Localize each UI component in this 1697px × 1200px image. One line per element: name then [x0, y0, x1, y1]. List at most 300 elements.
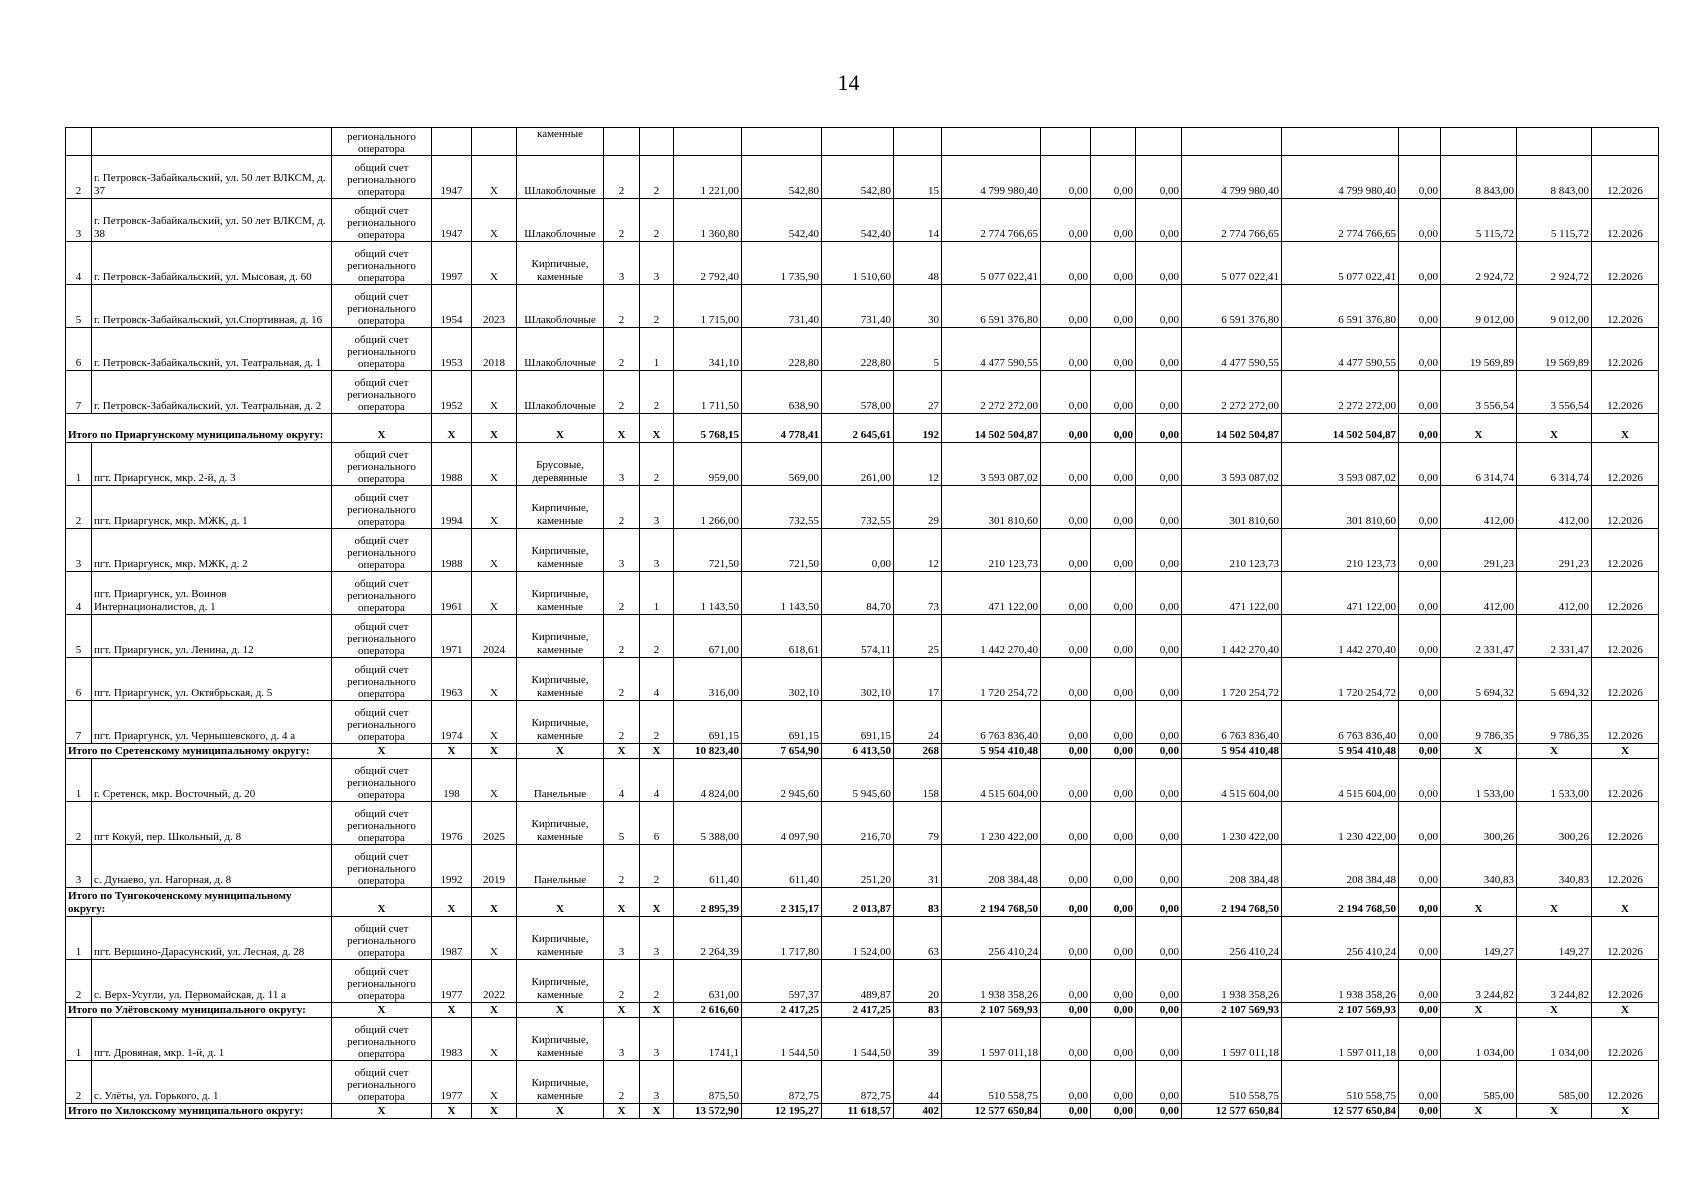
cell-year-built: 1997: [432, 242, 472, 285]
total-cost-total2: 5 954 410,48: [1282, 744, 1399, 759]
cell-area-premises: 872,75: [742, 1061, 822, 1104]
cell-year-overhaul: Х: [472, 156, 517, 199]
total-fund-other: 0,00: [1399, 744, 1441, 759]
cell-fund-other: 0,00: [1399, 529, 1441, 572]
cell-fund-federal: 0,00: [1041, 1018, 1091, 1061]
cell-unit-cost-max: 3 556,54: [1517, 371, 1592, 414]
cell-fund-regional: 0,00: [1091, 572, 1136, 615]
cell-cost-total2: 2 272 272,00: [1282, 371, 1399, 414]
continuation-row: [66, 128, 1659, 156]
total-deadline: Х: [1592, 414, 1659, 443]
cell-account: общий счет регионального оператора: [332, 917, 432, 960]
cell-year-built: 1954: [432, 285, 472, 328]
cell-fund-federal: 0,00: [1041, 1061, 1091, 1104]
total-total-area: 2 895,39: [674, 888, 742, 917]
cell-fund-federal: 0,00: [1041, 529, 1091, 572]
total-area-premises: 12 195,27: [742, 1104, 822, 1119]
cell-floors: 3: [604, 1018, 640, 1061]
cell-fund-regional: 0,00: [1091, 759, 1136, 802]
total-year-overhaul: Х: [472, 888, 517, 917]
cell-deadline: 12.2026: [1592, 529, 1659, 572]
total-cost-total: 12 577 650,84: [942, 1104, 1041, 1119]
total-fund-owners: 14 502 504,87: [1182, 414, 1282, 443]
cell-year-overhaul: Х: [472, 572, 517, 615]
cell-fund-federal: 0,00: [1041, 443, 1091, 486]
total-year-built: Х: [432, 414, 472, 443]
cell-fund-local: 0,00: [1136, 658, 1182, 701]
cell-cost-total: 4 799 980,40: [942, 156, 1041, 199]
cell-year-built: 1983: [432, 1018, 472, 1061]
cell-n: 5: [66, 285, 92, 328]
total-fund-regional: 0,00: [1091, 414, 1136, 443]
cell-address: с. Дунаево, ул. Нагорная, д. 8: [92, 845, 332, 888]
total-area-premises: 2 417,25: [742, 1003, 822, 1018]
cell-fund-local: 0,00: [1136, 1061, 1182, 1104]
total-entrances: Х: [640, 1104, 674, 1119]
total-fund-federal: 0,00: [1041, 744, 1091, 759]
cell-floors: 2: [604, 285, 640, 328]
cell-fund-local: 0,00: [1136, 759, 1182, 802]
cell-fund-federal: 0,00: [1041, 371, 1091, 414]
cell-cost-total2: 301 810,60: [1282, 486, 1399, 529]
cell-fund-owners: 4 515 604,00: [1182, 759, 1282, 802]
cell-fund-other: 0,00: [1399, 658, 1441, 701]
total-fund-federal: 0,00: [1041, 1104, 1091, 1119]
cell-n: 1: [66, 443, 92, 486]
cell-floors: 2: [604, 572, 640, 615]
cell-account: общий счет регионального оператора: [332, 845, 432, 888]
cell-area-premises: 638,90: [742, 371, 822, 414]
table-row: [66, 1061, 1659, 1104]
cell-cost-total: 301 810,60: [942, 486, 1041, 529]
cell-area-premises: 542,40: [742, 199, 822, 242]
cell-fund-regional: 0,00: [1091, 199, 1136, 242]
cell-year-overhaul: Х: [472, 371, 517, 414]
total-fund-local: 0,00: [1136, 1003, 1182, 1018]
cell-area-premises: 1 544,50: [742, 1018, 822, 1061]
table-row: [66, 443, 1659, 486]
cell-cost-total2: 1 720 254,72: [1282, 658, 1399, 701]
cell-area-premises: 228,80: [742, 328, 822, 371]
cell-unit-cost: 412,00: [1441, 486, 1517, 529]
cell-entrances: 2: [640, 960, 674, 1003]
cell-fund-regional: 0,00: [1091, 242, 1136, 285]
cell-total-area: 1 360,80: [674, 199, 742, 242]
cell-fund-local: 0,00: [1136, 156, 1182, 199]
cell-fund-federal: 0,00: [1041, 701, 1091, 744]
cell-n: 3: [66, 845, 92, 888]
cell-material: Брусовые, деревянные: [517, 443, 604, 486]
cell-cost-total2: 1 938 358,26: [1282, 960, 1399, 1003]
cell-deadline: 12.2026: [1592, 845, 1659, 888]
cell-unit-cost: 585,00: [1441, 1061, 1517, 1104]
cell-unit-cost: 6 314,74: [1441, 443, 1517, 486]
total-cost-total: 14 502 504,87: [942, 414, 1041, 443]
cell-area-living: 228,80: [822, 328, 894, 371]
cell-fund-regional: 0,00: [1091, 917, 1136, 960]
total-unit-cost-max: Х: [1517, 1003, 1592, 1018]
cell-deadline: 12.2026: [1592, 328, 1659, 371]
total-label: Итого по Приаргунскому муниципальному округу:: [66, 414, 332, 443]
cell-cost-total2: 210 123,73: [1282, 529, 1399, 572]
cell-fund-other: 0,00: [1399, 917, 1441, 960]
cell-cost-total2: 6 763 836,40: [1282, 701, 1399, 744]
cell-entrances: 2: [640, 443, 674, 486]
cell-year-overhaul: Х: [472, 529, 517, 572]
cell-unit-cost-max: 6 314,74: [1517, 443, 1592, 486]
cell-year-built: 1994: [432, 486, 472, 529]
cell-year-overhaul: Х: [472, 1061, 517, 1104]
total-unit-cost: Х: [1441, 744, 1517, 759]
cell-fund-regional: 0,00: [1091, 615, 1136, 658]
cell-residents: 15: [894, 156, 942, 199]
total-cost-total2: 2 194 768,50: [1282, 888, 1399, 917]
cell-cost-total2: 4 515 604,00: [1282, 759, 1399, 802]
cell-account: общий счет регионального оператора: [332, 960, 432, 1003]
total-entrances: Х: [640, 414, 674, 443]
cell-year-overhaul: 2018: [472, 328, 517, 371]
cell-floors: 3: [604, 443, 640, 486]
cell-year-overhaul: Х: [472, 443, 517, 486]
total-fund-federal: 0,00: [1041, 888, 1091, 917]
cell-material: Шлакоблочные: [517, 328, 604, 371]
cell-material: каменные: [517, 128, 604, 156]
total-residents: 402: [894, 1104, 942, 1119]
cell-unit-cost-max: 2 924,72: [1517, 242, 1592, 285]
total-unit-cost: Х: [1441, 1003, 1517, 1018]
cell-account: общий счет регионального оператора: [332, 802, 432, 845]
cell-account: регионального оператора: [332, 128, 432, 156]
cell-year-built: 1988: [432, 443, 472, 486]
cell-cost-total: 1 230 422,00: [942, 802, 1041, 845]
cell-cost-total2: 5 077 022,41: [1282, 242, 1399, 285]
cell-fund-owners: 1 938 358,26: [1182, 960, 1282, 1003]
cell-material: Кирпичные, каменные: [517, 1018, 604, 1061]
cell-residents: 14: [894, 199, 942, 242]
cell-fund-owners: 1 720 254,72: [1182, 658, 1282, 701]
table-row: [66, 615, 1659, 658]
cell-fund-regional: 0,00: [1091, 1061, 1136, 1104]
cell-address: пгт. Приаргунск, ул. Чернышевского, д. 4 а: [92, 701, 332, 744]
cell-account: общий счет регионального оператора: [332, 242, 432, 285]
cell-fund-other: 0,00: [1399, 759, 1441, 802]
cell-fund-owners: 471 122,00: [1182, 572, 1282, 615]
cell-unit-cost-max: 300,26: [1517, 802, 1592, 845]
cell-fund-regional: 0,00: [1091, 529, 1136, 572]
cell-entrances: 4: [640, 759, 674, 802]
cell-cost-total: 510 558,75: [942, 1061, 1041, 1104]
cell-material: Кирпичные, каменные: [517, 960, 604, 1003]
cell-address: пгт. Приаргунск, мкр. 2-й, д. 3: [92, 443, 332, 486]
cell-total-area: 2 264,39: [674, 917, 742, 960]
total-material: Х: [517, 1003, 604, 1018]
cell-fund-federal: 0,00: [1041, 759, 1091, 802]
cell-fund-regional: 0,00: [1091, 1018, 1136, 1061]
page-number: 14: [837, 70, 860, 95]
cell-fund-owners: 2 774 766,65: [1182, 199, 1282, 242]
cell-unit-cost-max: 9 012,00: [1517, 285, 1592, 328]
cell-entrances: 2: [640, 615, 674, 658]
cell-total-area: 2 792,40: [674, 242, 742, 285]
cell-n: [66, 128, 92, 156]
cell-residents: 31: [894, 845, 942, 888]
total-cost-total: 5 954 410,48: [942, 744, 1041, 759]
cell-unit-cost-max: 585,00: [1517, 1061, 1592, 1104]
cell-fund-local: 0,00: [1136, 443, 1182, 486]
cell-floors: 3: [604, 242, 640, 285]
cell-n: 4: [66, 242, 92, 285]
cell-fund-owners: 1 597 011,18: [1182, 1018, 1282, 1061]
cell-n: 1: [66, 759, 92, 802]
cell-fund-other: 0,00: [1399, 443, 1441, 486]
cell-entrances: 3: [640, 529, 674, 572]
cell-material: Кирпичные, каменные: [517, 572, 604, 615]
cell-residents: 24: [894, 701, 942, 744]
cell-floors: 3: [604, 529, 640, 572]
cell-cost-total2: 208 384,48: [1282, 845, 1399, 888]
cell-year-built: 1992: [432, 845, 472, 888]
cell-total-area: 875,50: [674, 1061, 742, 1104]
cell-account: общий счет регионального оператора: [332, 328, 432, 371]
cell-deadline: 12.2026: [1592, 199, 1659, 242]
cell-year-built: 1947: [432, 156, 472, 199]
cell-floors: 2: [604, 371, 640, 414]
cell-residents: 73: [894, 572, 942, 615]
total-fund-regional: 0,00: [1091, 888, 1136, 917]
cell-entrances: 6: [640, 802, 674, 845]
cell-total-area: 1 711,50: [674, 371, 742, 414]
cell-entrances: 3: [640, 242, 674, 285]
cell-cost-total: 2 272 272,00: [942, 371, 1041, 414]
total-unit-cost: Х: [1441, 1104, 1517, 1119]
cell-fund-local: 0,00: [1136, 845, 1182, 888]
cell-unit-cost-max: 19 569,89: [1517, 328, 1592, 371]
cell-n: 1: [66, 917, 92, 960]
group-total-row: [66, 414, 1659, 443]
cell-area-premises: 721,50: [742, 529, 822, 572]
cell-address: с. Верх-Усугли, ул. Первомайская, д. 11 а: [92, 960, 332, 1003]
cell-floors: 3: [604, 917, 640, 960]
cell-fund-other: 0,00: [1399, 156, 1441, 199]
total-cost-total2: 12 577 650,84: [1282, 1104, 1399, 1119]
cell-unit-cost: 9 786,35: [1441, 701, 1517, 744]
cell-fund-federal: 0,00: [1041, 802, 1091, 845]
cell-account: общий счет регионального оператора: [332, 572, 432, 615]
cell-total-area: 316,00: [674, 658, 742, 701]
cell-fund-local: 0,00: [1136, 242, 1182, 285]
cell-deadline: 12.2026: [1592, 242, 1659, 285]
cell-floors: 2: [604, 156, 640, 199]
cell-area-premises: 611,40: [742, 845, 822, 888]
cell-residents: 30: [894, 285, 942, 328]
cell-deadline: 12.2026: [1592, 1018, 1659, 1061]
cell-floors: 2: [604, 486, 640, 529]
cell-residents: 158: [894, 759, 942, 802]
total-fund-regional: 0,00: [1091, 744, 1136, 759]
cell-n: 6: [66, 658, 92, 701]
total-material: Х: [517, 1104, 604, 1119]
total-unit-cost: Х: [1441, 888, 1517, 917]
cell-n: 7: [66, 371, 92, 414]
cell-floors: 2: [604, 199, 640, 242]
total-floors: Х: [604, 888, 640, 917]
total-deadline: Х: [1592, 888, 1659, 917]
cell-fund-federal: 0,00: [1041, 199, 1091, 242]
cell-deadline: 12.2026: [1592, 285, 1659, 328]
cell-cost-total2: 1 230 422,00: [1282, 802, 1399, 845]
cell-n: 3: [66, 199, 92, 242]
cell-fund-local: 0,00: [1136, 371, 1182, 414]
cell-deadline: 12.2026: [1592, 960, 1659, 1003]
cell-fund-owners: 301 810,60: [1182, 486, 1282, 529]
table-row: [66, 759, 1659, 802]
cell-unit-cost: 9 012,00: [1441, 285, 1517, 328]
cell-total-area: 4 824,00: [674, 759, 742, 802]
cell-total-area: 671,00: [674, 615, 742, 658]
cell-floors: 2: [604, 960, 640, 1003]
cell-fund-regional: 0,00: [1091, 802, 1136, 845]
cell-material: Шлакоблочные: [517, 371, 604, 414]
cell-address: пгт. Приаргунск, мкр. МЖК, д. 1: [92, 486, 332, 529]
cell-address: [92, 128, 332, 156]
cell-fund-owners: 208 384,48: [1182, 845, 1282, 888]
total-residents: 192: [894, 414, 942, 443]
total-account: Х: [332, 888, 432, 917]
cell-fund-other: 0,00: [1399, 572, 1441, 615]
cell-entrances: 2: [640, 285, 674, 328]
cell-year-overhaul: Х: [472, 486, 517, 529]
cell-entrances: 2: [640, 701, 674, 744]
cell-fund-owners: 4 477 590,55: [1182, 328, 1282, 371]
cell-total-area: 1 715,00: [674, 285, 742, 328]
cell-unit-cost: 3 556,54: [1441, 371, 1517, 414]
cell-year-overhaul: Х: [472, 759, 517, 802]
cell-material: Кирпичные, каменные: [517, 658, 604, 701]
table-row: [66, 802, 1659, 845]
cell-fund-federal: 0,00: [1041, 328, 1091, 371]
cell-material: Шлакоблочные: [517, 156, 604, 199]
group-total-row: [66, 1003, 1659, 1018]
cell-year-built: 1961: [432, 572, 472, 615]
cell-total-area: 1 221,00: [674, 156, 742, 199]
cell-fund-local: 0,00: [1136, 701, 1182, 744]
cell-area-living: 691,15: [822, 701, 894, 744]
total-fund-federal: 0,00: [1041, 414, 1091, 443]
cell-unit-cost: 412,00: [1441, 572, 1517, 615]
table-row: [66, 960, 1659, 1003]
cell-area-living: 216,70: [822, 802, 894, 845]
cell-year-built: 1988: [432, 529, 472, 572]
cell-cost-total: 208 384,48: [942, 845, 1041, 888]
cell-deadline: 12.2026: [1592, 156, 1659, 199]
total-fund-other: 0,00: [1399, 414, 1441, 443]
cell-total-area: 631,00: [674, 960, 742, 1003]
cell-year-built: 1974: [432, 701, 472, 744]
cell-area-premises: 731,40: [742, 285, 822, 328]
cell-residents: 12: [894, 529, 942, 572]
cell-year-overhaul: Х: [472, 917, 517, 960]
cell-unit-cost-max: 5 694,32: [1517, 658, 1592, 701]
cell-deadline: 12.2026: [1592, 486, 1659, 529]
cell-unit-cost-max: 8 843,00: [1517, 156, 1592, 199]
cell-entrances: 1: [640, 328, 674, 371]
cell-entrances: 2: [640, 845, 674, 888]
table-row: [66, 1018, 1659, 1061]
cell-cost-total2: 2 774 766,65: [1282, 199, 1399, 242]
cell-address: г. Петровск-Забайкальский, ул.Спортивная, д. 16: [92, 285, 332, 328]
cell-n: 7: [66, 701, 92, 744]
total-label: Итого по Хилокскому муниципального округу:: [66, 1104, 332, 1119]
cell-cost-total: 256 410,24: [942, 917, 1041, 960]
cell-fund-local: 0,00: [1136, 615, 1182, 658]
total-material: Х: [517, 744, 604, 759]
cell-unit-cost: 300,26: [1441, 802, 1517, 845]
cell-account: общий счет регионального оператора: [332, 443, 432, 486]
cell-fund-owners: 256 410,24: [1182, 917, 1282, 960]
table-row: [66, 371, 1659, 414]
cell-deadline: 12.2026: [1592, 802, 1659, 845]
total-unit-cost-max: Х: [1517, 888, 1592, 917]
cell-area-premises: 1 143,50: [742, 572, 822, 615]
table-row: [66, 845, 1659, 888]
cell-year-overhaul: 2024: [472, 615, 517, 658]
cell-area-premises: 691,15: [742, 701, 822, 744]
total-deadline: Х: [1592, 1104, 1659, 1119]
cell-account: общий счет регионального оператора: [332, 529, 432, 572]
cell-area-living: 84,70: [822, 572, 894, 615]
total-fund-owners: 5 954 410,48: [1182, 744, 1282, 759]
cell-material: Кирпичные, каменные: [517, 1061, 604, 1104]
cell-fund-other: 0,00: [1399, 1061, 1441, 1104]
cell-fund-other: 0,00: [1399, 1018, 1441, 1061]
cell-area-premises: 302,10: [742, 658, 822, 701]
cell-entrances: 3: [640, 1018, 674, 1061]
cell-address: г. Петровск-Забайкальский, ул. 50 лет ВЛКСМ, д. 38: [92, 199, 332, 242]
table-row: [66, 328, 1659, 371]
cell-residents: 25: [894, 615, 942, 658]
cell-address: г. Петровск-Забайкальский, ул. Театральная, д. 1: [92, 328, 332, 371]
cell-cost-total: 210 123,73: [942, 529, 1041, 572]
cell-year-overhaul: 2025: [472, 802, 517, 845]
cell-residents: 29: [894, 486, 942, 529]
cell-material: Кирпичные, каменные: [517, 242, 604, 285]
cell-area-living: 732,55: [822, 486, 894, 529]
total-deadline: Х: [1592, 1003, 1659, 1018]
cell-account: общий счет регионального оператора: [332, 701, 432, 744]
total-residents: 83: [894, 888, 942, 917]
cell-fund-other: 0,00: [1399, 328, 1441, 371]
total-cost-total2: 2 107 569,93: [1282, 1003, 1399, 1018]
total-fund-local: 0,00: [1136, 888, 1182, 917]
total-fund-other: 0,00: [1399, 1003, 1441, 1018]
cell-fund-owners: 1 442 270,40: [1182, 615, 1282, 658]
cell-year-overhaul: Х: [472, 658, 517, 701]
cell-n: 2: [66, 1061, 92, 1104]
cell-fund-regional: 0,00: [1091, 486, 1136, 529]
total-total-area: 10 823,40: [674, 744, 742, 759]
cell-fund-regional: 0,00: [1091, 328, 1136, 371]
cell-total-area: 1 143,50: [674, 572, 742, 615]
total-label: Итого по Улётовскому муниципального округу:: [66, 1003, 332, 1018]
cell-account: общий счет регионального оператора: [332, 156, 432, 199]
table-row: [66, 285, 1659, 328]
cell-account: общий счет регионального оператора: [332, 1061, 432, 1104]
cell-area-premises: 569,00: [742, 443, 822, 486]
cell-fund-regional: 0,00: [1091, 658, 1136, 701]
cell-account: общий счет регионального оператора: [332, 759, 432, 802]
cell-fund-other: 0,00: [1399, 242, 1441, 285]
cell-unit-cost: 8 843,00: [1441, 156, 1517, 199]
